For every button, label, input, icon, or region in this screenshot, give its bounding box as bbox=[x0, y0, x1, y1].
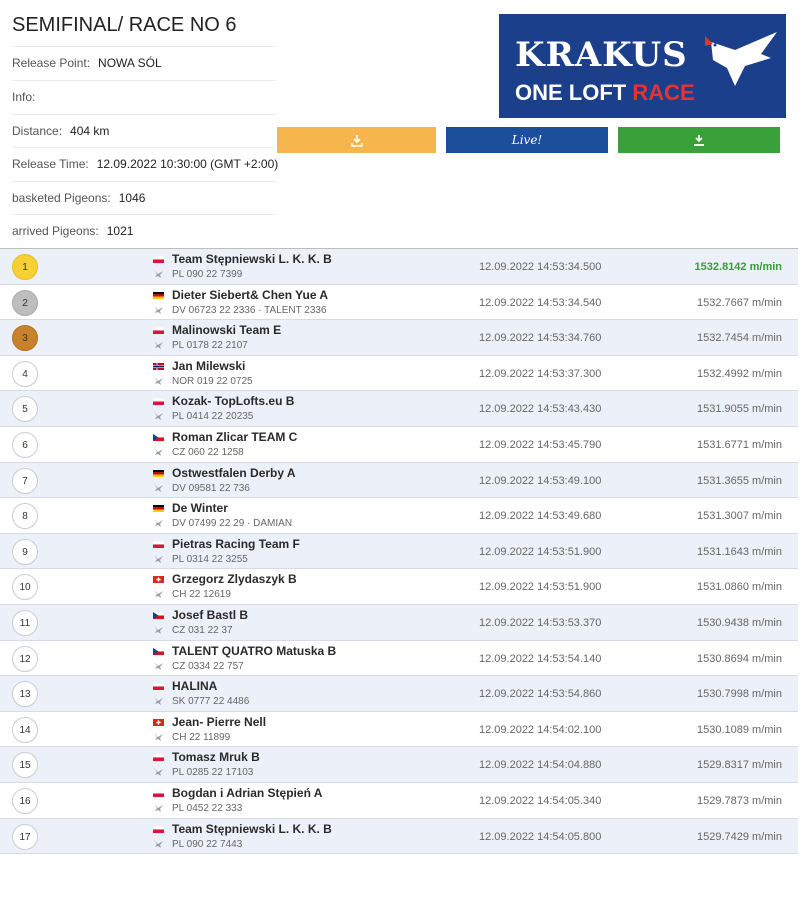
pigeon-icon bbox=[153, 269, 164, 279]
position-badge: 11 bbox=[12, 610, 38, 636]
pigeon-icon bbox=[153, 696, 164, 706]
fancier-name[interactable]: HALINA bbox=[172, 679, 218, 694]
flag-pl-icon bbox=[153, 790, 164, 797]
result-row[interactable] bbox=[0, 676, 798, 712]
flag-pl-icon bbox=[153, 256, 164, 263]
pigeon-icon bbox=[153, 483, 164, 493]
position-badge: 4 bbox=[12, 361, 38, 387]
arrived-label: arrived Pigeons: bbox=[12, 224, 99, 238]
result-row[interactable] bbox=[0, 356, 798, 392]
arrival-time: 12.09.2022 14:53:45.790 bbox=[479, 438, 602, 451]
basketed-row bbox=[12, 181, 276, 215]
fancier-name[interactable]: Tomasz Mruk B bbox=[172, 750, 260, 765]
pigeon-icon bbox=[153, 411, 164, 421]
flag-cz-icon bbox=[153, 648, 164, 655]
release-point-value: NOWA SÓL bbox=[98, 56, 162, 70]
ring-number: CH 22 11899 bbox=[172, 731, 231, 743]
speed-value: 1531.0860 m/min bbox=[697, 581, 782, 594]
ring-number: PL 0285 22 17103 bbox=[172, 767, 254, 779]
results-table bbox=[0, 248, 798, 854]
flag-ch-icon bbox=[153, 576, 164, 583]
flag-de-icon bbox=[153, 292, 164, 299]
distance-value: 404 km bbox=[70, 124, 110, 138]
arrival-time: 12.09.2022 14:53:49.680 bbox=[479, 510, 602, 523]
download-icon bbox=[350, 134, 364, 148]
release-point-row bbox=[12, 46, 276, 80]
position-badge: 7 bbox=[12, 468, 38, 494]
position-badge: 3 bbox=[12, 325, 38, 351]
flag-pl-icon bbox=[153, 754, 164, 761]
fancier-name[interactable]: Roman Zlicar TEAM C bbox=[172, 429, 298, 444]
result-row[interactable] bbox=[0, 534, 798, 570]
arrival-time: 12.09.2022 14:53:54.140 bbox=[479, 652, 602, 665]
speed-value: 1529.7429 m/min bbox=[697, 830, 782, 843]
fancier-name[interactable]: Pietras Racing Team F bbox=[172, 536, 300, 551]
result-row[interactable] bbox=[0, 285, 798, 321]
position-badge: 17 bbox=[12, 824, 38, 850]
fancier-name[interactable]: Dieter Siebert& Chen Yue A bbox=[172, 287, 329, 302]
release-time-row bbox=[12, 147, 279, 181]
position-badge: 15 bbox=[12, 752, 38, 778]
ring-number: PL 0314 22 3255 bbox=[172, 553, 248, 565]
logo-line1: KRAKUS bbox=[515, 35, 688, 75]
fancier-name[interactable]: Team Stępniewski L. K. K. B bbox=[172, 252, 332, 266]
pigeon-icon bbox=[153, 839, 164, 849]
position-badge: 9 bbox=[12, 539, 38, 565]
speed-value: 1531.3007 m/min bbox=[697, 510, 782, 523]
position-badge: 10 bbox=[12, 574, 38, 600]
pigeon-icon bbox=[153, 376, 164, 386]
result-row[interactable] bbox=[0, 249, 798, 285]
result-row[interactable] bbox=[0, 569, 798, 605]
speed-value: 1530.7998 m/min bbox=[697, 688, 782, 701]
release-time-value: 12.09.2022 10:30:00 (GMT +2:00) bbox=[96, 157, 279, 171]
fancier-name[interactable]: Josef Bastl B bbox=[172, 607, 249, 622]
speed-value: 1532.4992 m/min bbox=[697, 367, 782, 380]
arrival-time: 12.09.2022 14:54:02.100 bbox=[479, 723, 602, 736]
race-title: SEMIFINAL/ RACE NO 6 bbox=[12, 14, 237, 36]
fancier-name[interactable]: Ostwestfalen Derby A bbox=[172, 465, 296, 480]
arrival-time: 12.09.2022 14:53:37.300 bbox=[479, 367, 602, 380]
position-badge: 2 bbox=[12, 290, 38, 316]
result-row[interactable] bbox=[0, 498, 798, 534]
ring-number: SK 0777 22 4486 bbox=[172, 696, 250, 708]
speed-value: 1531.6771 m/min bbox=[697, 438, 782, 451]
fancier-name[interactable]: Malinowski Team E bbox=[172, 323, 282, 338]
flag-pl-icon bbox=[153, 327, 164, 334]
fancier-name[interactable]: TALENT QUATRO Matuska B bbox=[172, 643, 337, 658]
speed-value: 1532.8142 m/min bbox=[694, 261, 782, 273]
pigeon-logo-icon bbox=[705, 32, 777, 86]
pigeon-icon bbox=[153, 589, 164, 599]
arrived-row bbox=[12, 214, 276, 248]
speed-value: 1531.3655 m/min bbox=[697, 474, 782, 487]
position-badge: 1 bbox=[12, 254, 38, 280]
result-row[interactable] bbox=[0, 463, 798, 499]
position-badge: 16 bbox=[12, 788, 38, 814]
arrival-time: 12.09.2022 14:53:51.900 bbox=[479, 581, 602, 594]
fancier-name[interactable]: Bogdan i Adrian Stępień A bbox=[172, 785, 323, 800]
position-badge: 14 bbox=[12, 717, 38, 743]
fancier-name[interactable]: Kozak- TopLofts.eu B bbox=[172, 394, 295, 409]
flag-pl-icon bbox=[153, 541, 164, 548]
result-row[interactable] bbox=[0, 605, 798, 641]
flag-pl-icon bbox=[153, 398, 164, 405]
flag-pl-icon bbox=[153, 683, 164, 690]
pigeon-icon bbox=[153, 305, 164, 315]
pigeon-icon bbox=[153, 661, 164, 671]
arrival-time: 12.09.2022 14:53:34.500 bbox=[479, 261, 602, 273]
result-row[interactable] bbox=[0, 320, 798, 356]
ring-number: CZ 060 22 1258 bbox=[172, 446, 244, 458]
arrival-time: 12.09.2022 14:53:34.540 bbox=[479, 296, 602, 309]
ring-number: PL 0178 22 2107 bbox=[172, 340, 248, 352]
flag-cz-icon bbox=[153, 434, 164, 441]
release-point-label: Release Point: bbox=[12, 56, 91, 70]
fancier-name[interactable]: Grzegorz Zlydaszyk B bbox=[172, 572, 297, 587]
pigeon-icon bbox=[153, 447, 164, 457]
flag-pl-icon bbox=[153, 826, 164, 833]
arrival-time: 12.09.2022 14:53:53.370 bbox=[479, 616, 602, 629]
flag-de-icon bbox=[153, 470, 164, 477]
distance-row bbox=[12, 114, 276, 148]
release-time-label: Release Time: bbox=[12, 157, 89, 171]
krakus-logo bbox=[499, 14, 786, 118]
speed-value: 1530.9438 m/min bbox=[697, 616, 782, 629]
speed-value: 1530.1089 m/min bbox=[697, 723, 782, 736]
live-button[interactable]: Live! bbox=[446, 127, 608, 153]
basketed-value: 1046 bbox=[118, 191, 146, 205]
ring-number: DV 07499 22 29 · DAMIAN bbox=[172, 518, 293, 530]
logo-line2a: ONE LOFT bbox=[515, 80, 633, 105]
pigeon-icon bbox=[153, 803, 164, 813]
result-row[interactable] bbox=[0, 712, 798, 748]
flag-de-icon bbox=[153, 505, 164, 512]
arrival-time: 12.09.2022 14:53:54.860 bbox=[479, 688, 602, 701]
result-row[interactable] bbox=[0, 427, 798, 463]
position-badge: 8 bbox=[12, 503, 38, 529]
flag-no-icon bbox=[153, 363, 164, 370]
distance-label: Distance: bbox=[12, 124, 63, 138]
arrival-time: 12.09.2022 14:54:05.800 bbox=[479, 830, 602, 843]
ring-number: PL 090 22 7443 bbox=[172, 838, 243, 850]
flag-cz-icon bbox=[153, 612, 164, 619]
pigeon-icon bbox=[153, 340, 164, 350]
position-badge: 5 bbox=[12, 396, 38, 422]
speed-value: 1531.9055 m/min bbox=[697, 403, 782, 416]
download-pdf-button[interactable] bbox=[277, 127, 436, 153]
result-row[interactable] bbox=[0, 819, 798, 855]
ring-number: PL 090 22 7399 bbox=[172, 269, 243, 280]
arrival-time: 12.09.2022 14:53:34.760 bbox=[479, 332, 602, 345]
result-row[interactable] bbox=[0, 783, 798, 819]
arrival-time: 12.09.2022 14:53:43.430 bbox=[479, 403, 602, 416]
fancier-name[interactable]: Jan Milewski bbox=[172, 358, 246, 373]
arrived-value: 1021 bbox=[106, 224, 134, 238]
logo-line2b: RACE bbox=[632, 80, 695, 105]
pigeon-icon bbox=[153, 625, 164, 635]
speed-value: 1532.7454 m/min bbox=[697, 332, 782, 345]
arrival-time: 12.09.2022 14:54:04.880 bbox=[479, 759, 602, 772]
ring-number: CZ 0334 22 757 bbox=[172, 660, 244, 672]
ring-number: DV 09581 22 736 bbox=[172, 482, 250, 494]
logo-line2 bbox=[515, 80, 695, 105]
info-label: Info: bbox=[12, 90, 36, 104]
speed-value: 1531.1643 m/min bbox=[697, 545, 782, 558]
speed-value: 1529.7873 m/min bbox=[697, 794, 782, 807]
ring-number: CZ 031 22 37 bbox=[172, 624, 233, 636]
speed-value: 1529.8317 m/min bbox=[697, 759, 782, 772]
speed-value: 1532.7667 m/min bbox=[697, 296, 782, 309]
fancier-name[interactable]: Team Stępniewski L. K. K. B bbox=[172, 821, 332, 836]
pigeon-icon bbox=[153, 767, 164, 777]
pigeon-icon bbox=[153, 554, 164, 564]
arrival-time: 12.09.2022 14:54:05.340 bbox=[479, 794, 602, 807]
fancier-name[interactable]: De Winter bbox=[172, 501, 228, 516]
arrival-time: 12.09.2022 14:53:49.100 bbox=[479, 474, 602, 487]
result-row[interactable] bbox=[0, 747, 798, 783]
ring-number: NOR 019 22 0725 bbox=[172, 375, 253, 387]
download-results-button[interactable] bbox=[618, 127, 780, 153]
pigeon-icon bbox=[153, 518, 164, 528]
flag-ch-icon bbox=[153, 719, 164, 726]
info-row bbox=[12, 80, 276, 114]
position-badge: 13 bbox=[12, 681, 38, 707]
arrival-time: 12.09.2022 14:53:51.900 bbox=[479, 545, 602, 558]
speed-value: 1530.8694 m/min bbox=[697, 652, 782, 665]
position-badge: 6 bbox=[12, 432, 38, 458]
position-badge: 12 bbox=[12, 646, 38, 672]
pigeon-icon bbox=[153, 732, 164, 742]
ring-number: PL 0414 22 20235 bbox=[172, 411, 254, 423]
basketed-label: basketed Pigeons: bbox=[12, 191, 111, 205]
ring-number: PL 0452 22 333 bbox=[172, 802, 243, 814]
download-icon bbox=[692, 134, 706, 148]
result-row[interactable] bbox=[0, 391, 798, 427]
ring-number: CH 22 12619 bbox=[172, 589, 231, 601]
result-row[interactable] bbox=[0, 641, 798, 677]
fancier-name[interactable]: Jean- Pierre Nell bbox=[172, 714, 267, 729]
ring-number: DV 06723 22 2336 · TALENT 2336 bbox=[172, 304, 327, 316]
